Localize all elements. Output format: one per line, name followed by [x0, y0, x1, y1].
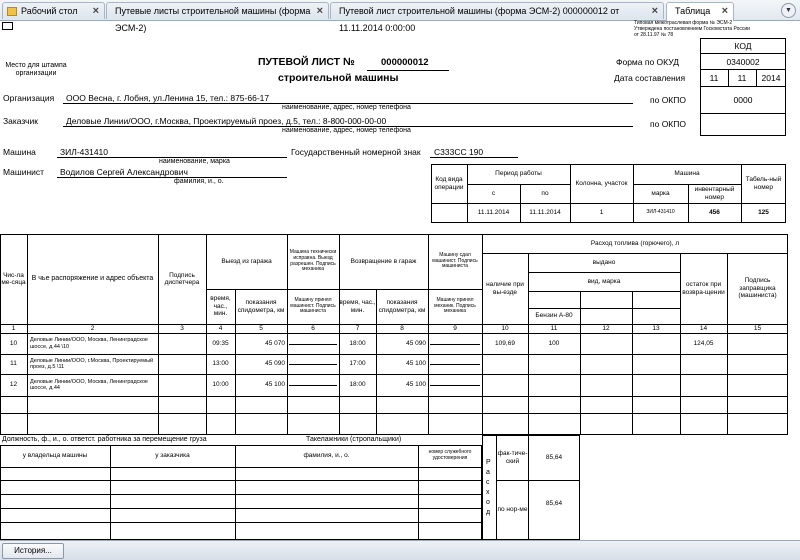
header-fuel: Расход топлива (горючего), л [590, 239, 680, 247]
owner-col-header: у владельца машины [22, 452, 88, 460]
header-column: Колонна, участок [575, 179, 628, 187]
history-button[interactable]: История... [2, 543, 64, 559]
header-machine: Машина [674, 170, 700, 178]
form-header-note: Типовая межотраслевая форма № ЭСМ-2 Утверждена постановлением Госкомстата России от 28.11.97 № 78 [634, 20, 750, 38]
organization-value[interactable]: ООО Весна, г. Лобня, ул.Ленина 15, тел.: 875-66-17 [66, 93, 270, 103]
tab-desktop[interactable] [2, 2, 105, 19]
machinist-value[interactable]: Водилов Сергей Александрович [60, 167, 188, 177]
header-dispatcher: Подпись диспетчера [164, 271, 200, 286]
row-out-km[interactable]: 45 100 [265, 381, 285, 389]
cert-col-header: номер служебного удостоверения [428, 449, 472, 461]
column-number: 12 [602, 324, 610, 332]
machine-label: Машина [3, 147, 36, 157]
header-return: Возвращение в гараж [350, 257, 417, 265]
header-mark: марка [651, 189, 670, 197]
column-number: 13 [652, 324, 660, 332]
column-number: 1 [11, 324, 16, 332]
row-out-time[interactable]: 09:35 [212, 339, 229, 347]
row-destination[interactable]: Деловые Линии/ООО, Москва, Ленинградское шоссе, д.44 [30, 378, 148, 391]
plate-value[interactable]: С333СС 190 [434, 147, 484, 157]
norm-label: по нор-ме [497, 506, 528, 514]
column-number: 7 [355, 324, 360, 332]
page-subtitle: строительной машины [278, 72, 399, 84]
header-to: по [541, 189, 549, 197]
okpo-value: 0000 [733, 95, 753, 105]
row-day[interactable]: 12 [9, 381, 18, 389]
fact-value[interactable]: 85,64 [545, 453, 563, 461]
date-month: 11 [737, 73, 747, 83]
cell-cursor [2, 22, 13, 30]
row-out-time[interactable]: 13:00 [212, 360, 229, 368]
tab-label: Таблица [675, 6, 711, 16]
fact-label: фак-тиче-ский [497, 450, 528, 465]
header-inventory: инвентарный номер [694, 186, 735, 201]
tab-label: Путевой лист строительной машины (форма ЭСМ-2) 000000012 от 11.11.2014 0:00:00 [339, 6, 620, 33]
okud-value: 0340002 [726, 57, 760, 67]
customer-hint: наименование, адрес, номер телефона [282, 127, 411, 134]
header-fuel-rest: остаток при возвра-щении [682, 281, 725, 296]
column-number: 10 [501, 324, 509, 332]
okud-label: Форма по ОКУД [616, 57, 679, 67]
machinist-label: Машинист [3, 167, 45, 177]
header-departure: Выезд из гаража [221, 257, 272, 265]
tab-label: Путевые листы строительной машины (форма ЭСМ-2) [115, 6, 311, 33]
column-number: 5 [259, 324, 263, 332]
column-number: 11 [550, 324, 558, 332]
code-header: КОД [734, 41, 752, 51]
header-period: Период работы [495, 170, 542, 178]
customer-label: Заказчик [3, 116, 38, 126]
date-day: 11 [709, 73, 719, 83]
okpo-label: по ОКПО [650, 95, 686, 105]
okpo-label: по ОКПО [650, 119, 686, 129]
plate-label: Государственный номерной знак [291, 147, 421, 157]
expense-label: Расход [486, 458, 494, 516]
row-out-km[interactable]: 45 090 [265, 360, 285, 368]
row-fuel-rest[interactable]: 124,05 [693, 339, 714, 347]
status-bar [0, 540, 800, 560]
header-fuel-kind: вид, марка [587, 277, 621, 285]
date-year: 2014 [761, 73, 781, 83]
tab-waybill-document[interactable] [330, 2, 664, 33]
organization-label: Организация [3, 93, 55, 103]
machinist-hint: фамилия, и., о. [174, 178, 224, 185]
machine-hint: наименование, марка [159, 158, 230, 165]
column-number: 8 [400, 324, 404, 332]
folder-icon [7, 7, 17, 16]
header-handover: Машину сдал машинист. Подпись машиниста [432, 251, 478, 270]
header-speedometer: показания спидометра, км [378, 299, 426, 314]
close-icon[interactable]: × [316, 5, 323, 17]
row-return-time[interactable]: 17:00 [349, 360, 366, 368]
column-value[interactable]: 1 [599, 209, 604, 217]
stamp-place: Место для штампа организации [5, 62, 67, 77]
header-fuel-given: выдано [592, 258, 616, 266]
row-destination[interactable]: Деловые Линии/ООО, Москва, Ленинградское шоссе, д.44 \10 [30, 337, 148, 350]
row-out-time[interactable]: 10:00 [212, 381, 229, 389]
row-return-km[interactable]: 45 090 [406, 339, 426, 347]
customer-value[interactable]: Деловые Линии/ООО, г.Москва, Проектируемый проез, д.5, тел.: 8-800-000-00-00 [66, 116, 387, 126]
header-from: с [491, 189, 496, 197]
period-from[interactable]: 11.11.2014 [477, 209, 510, 217]
close-icon[interactable]: × [721, 5, 728, 17]
row-destination[interactable]: Деловые Линии/ООО, г.Москва, Проектируемый проез, д.5 \11 [30, 357, 154, 370]
row-return-km[interactable]: 45 100 [406, 360, 426, 368]
header-accept: Машину принял механик. Подпись механика [434, 296, 476, 315]
close-icon[interactable]: × [92, 5, 99, 17]
column-number: 6 [311, 324, 315, 332]
row-out-km[interactable]: 45 070 [265, 339, 285, 347]
header-mechanic-sign: Машина технически исправна. Выезд разрешен. Подпись механика [289, 249, 337, 273]
column-number: 2 [90, 324, 95, 332]
row-fuel-start[interactable]: 109,69 [495, 339, 515, 347]
fuel-kind-value[interactable]: Бензин А-80 [535, 312, 573, 320]
mark-value[interactable]: ЗИЛ-431410 [646, 209, 675, 216]
header-destination: В чье распоряжение и адрес объекта [31, 274, 154, 282]
header-time: время, час., мин. [339, 299, 376, 314]
column-number: 15 [753, 324, 762, 332]
close-icon[interactable]: × [651, 5, 658, 17]
document-number: 000000012 [381, 57, 429, 68]
norm-value[interactable]: 85,64 [545, 500, 563, 508]
tab-waybills-list[interactable] [106, 2, 329, 33]
date-label: Дата составления [614, 73, 686, 83]
header-fueler-sign: Подпись заправщика (машиниста) [738, 277, 777, 300]
header-speedometer: показания спидометра, км [237, 299, 285, 314]
fio-col-header: фамилия, и., о. [303, 452, 350, 460]
row-return-km[interactable]: 45 100 [406, 381, 426, 389]
column-number: 3 [180, 324, 184, 332]
period-to[interactable]: 11.11.2014 [529, 209, 561, 217]
tabel-value[interactable]: 125 [758, 209, 769, 217]
tab-table[interactable] [666, 2, 734, 21]
header-day: Чис-ла ме-сяца [1, 271, 26, 286]
riggers-label: Такелажники (стропальщики) [306, 436, 402, 443]
responsible-label: Должность, ф., и., о. ответст. работника за перемещение груза [2, 436, 207, 443]
organization-hint: наименование, адрес, номер телефона [282, 104, 411, 111]
header-fuel-start: наличие при вы-езде [486, 281, 524, 296]
machine-value[interactable]: ЗИЛ-431410 [60, 147, 109, 157]
chevron-down-icon[interactable]: ▼ [781, 3, 796, 18]
column-number: 14 [699, 324, 708, 332]
column-number: 9 [453, 324, 457, 332]
header-tabel: Табель-ный номер [745, 176, 782, 191]
row-day[interactable]: 10 [9, 339, 18, 347]
inventory-value[interactable]: 456 [709, 209, 720, 217]
tab-label: Рабочий стол [21, 6, 78, 16]
header-time: время, час., мин. [210, 295, 231, 318]
column-number: 4 [218, 324, 223, 332]
row-return-time[interactable]: 18:00 [349, 381, 366, 389]
row-return-time[interactable]: 18:00 [349, 339, 366, 347]
header-machinist-sign: Машину принял машинист. Подпись машиниста [290, 296, 336, 315]
header-operation-code: Код вида операции [434, 176, 464, 191]
row-fuel-given[interactable]: 100 [548, 339, 560, 347]
row-day[interactable]: 11 [10, 360, 17, 368]
customer-col-header: у заказчика [155, 452, 190, 460]
page-title: ПУТЕВОЙ ЛИСТ № [258, 56, 355, 68]
